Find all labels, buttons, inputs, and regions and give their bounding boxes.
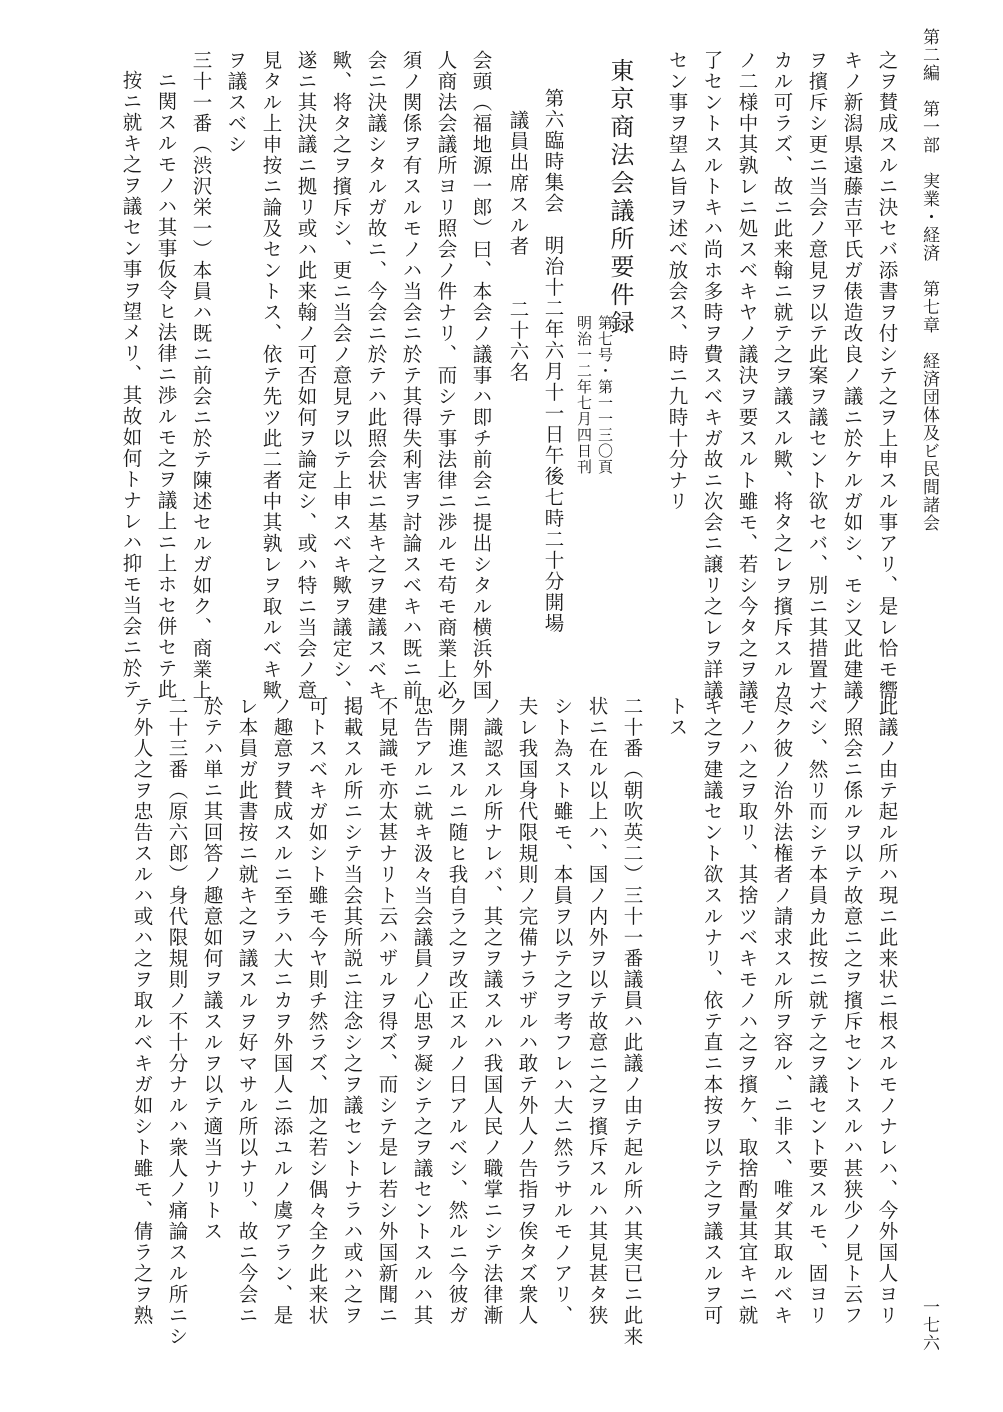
text-line: 掲載スル所ニシテ当会其所説ニ注念シ之ヲ議セントナラハ或ハ之ヲ <box>340 696 364 1326</box>
text-line: ノ識認スル所ナレバ、其之ヲ議スルハ我国人民ノ職掌ニシテ法律漸 <box>480 696 504 1326</box>
meeting-line: 第六臨時集会 明治十二年六月十一日午後七時二十分開場 <box>541 88 565 634</box>
source-note: 明治一二年七月四日刊 <box>575 315 593 475</box>
text-line: 見タル上申按ニ論及セントス、依テ先ツ此二者中其孰レヲ取ルベキ歟 <box>259 50 283 701</box>
attendance-line: 議員出席スル者 二十六名 <box>506 110 530 383</box>
text-line: ヲ擯斥シ更ニ当会ノ意見ヲ以テ此案ヲ議セント欲セバ、別ニ其措置ナ <box>805 50 829 701</box>
page-number: 一七六 <box>919 1298 939 1352</box>
running-header: 第二編 第一部 実業・経済 第七章 経済団体及ビ民間諸会 <box>919 28 939 532</box>
text-line: 了セントスルトキハ尚ホ多時ヲ費スベキガ故ニ次会ニ譲リ之レヲ詳議 <box>700 50 724 701</box>
text-line: 之ヲ賛成スルニ決セバ添書ヲ付シテ之ヲ上申スル事アリ、是レ恰モ嚮 <box>875 50 899 701</box>
text-line: 人商法会議所ヨリ照会ノ件ナリ、而シテ事法律ニ渉ルモ苟モ商業上必 <box>434 50 458 701</box>
text-line: トス <box>665 696 689 738</box>
text-line: 会ニ決議シタルガ故ニ、今会ニ於テハ此照会状ニ基キ之ヲ建議スベキ <box>364 50 388 701</box>
text-line: べシ、然リ而シテ本員カ此按ニ就テ之ヲ議セント要スルモ、固ヨリ <box>805 696 829 1326</box>
text-line: 可トスベキガ如シト雖モ今ヤ則チ然ラズ、加之若シ偶々全ク此来状 <box>305 696 329 1326</box>
text-line: 歟、将タ之ヲ擯斥シ、更ニ当会ノ意見ヲ以テ上申スベキ歟ヲ議定シ、 <box>329 50 353 701</box>
text-line: 忠告アルニ就キ汲々当会議員ノ心思ヲ凝シテ之ヲ議セントスルハ其 <box>410 696 434 1326</box>
text-line: ニ関スルモノハ其事仮令ヒ法律ニ渉ルモ之ヲ議上ニ上ホセ併セテ此 <box>154 70 178 700</box>
text-line: 遂ニ其決議ニ拠リ或ハ此来翰ノ可否如何ヲ論定シ、或ハ特ニ当会ノ意 <box>294 50 318 701</box>
text-line: 二十番（朝吹英二）三十一番議員ハ此議ノ由テ起ル所ハ其実已ニ此来 <box>620 696 644 1347</box>
document-title: 東京商法会議所要件録 <box>606 58 634 338</box>
text-line: キノ新潟県遠藤吉平氏ガ俵造改良ノ議ニ於ケルガ如シ、モシ又此建議 <box>840 50 864 701</box>
text-line: セン事ヲ望ム旨ヲ述べ放会ス、時ニ九時十分ナリ <box>665 50 689 512</box>
text-line: 須ノ関係ヲ有スルモノハ当会ニ於テ其得失利害ヲ討論スベキハ既ニ前 <box>399 50 423 701</box>
text-line: テ外人之ヲ忠告スルハ或ハ之ヲ取ルベキガ如シト雖モ、倩ラ之ヲ熟 <box>130 696 154 1326</box>
text-line: 尽ク彼ノ治外法権者ノ請求スル所ヲ容ル、ニ非ス、唯ダ其取ルベキ <box>770 696 794 1326</box>
text-line: 此議ノ由テ起ル所ハ現ニ此来状ニ根スルモノナレハ、今外国人ヨリ <box>875 696 899 1326</box>
text-line: キ之ヲ建議セント欲スルナリ、依テ直ニ本按ヲ以テ之ヲ議スルヲ可 <box>700 696 724 1326</box>
text-line: 三十一番（渋沢栄一）本員ハ既ニ前会ニ於テ陳述セルガ如ク、商業上 <box>189 50 213 701</box>
text-line: ノ趣意ヲ賛成スルニ至ラハ大ニカヲ外国人ニ添ユルノ虞アラン、是 <box>270 696 294 1326</box>
text-line: ヲ議スベシ <box>224 50 248 155</box>
text-line: レ本員ガ此書按ニ就キ之ヲ議スルヲ好マサル所以ナリ、故ニ今会ニ <box>235 696 259 1326</box>
text-line: 状ニ在ル以上ハ、国ノ内外ヲ以テ故意ニ之ヲ擯斥スルハ其見甚タ狭 <box>585 696 609 1326</box>
text-line: ク開進スルニ随ヒ我自ラ之ヲ改正スルノ日アルベシ、然ルニ今彼ガ <box>445 696 469 1326</box>
text-line: 於テハ単ニ其回答ノ趣意如何ヲ議スルヲ以テ適当ナリトス <box>200 696 224 1242</box>
text-line: ノ二様中其孰レニ処スベキヤノ議決ヲ要スルト雖モ、若シ今タ之ヲ議 <box>735 50 759 701</box>
text-line: 按ニ就キ之ヲ議セン事ヲ望メリ、其故如何トナレハ抑モ当会ニ於テ <box>119 70 143 700</box>
text-line: モノハ之ヲ取リ、其捨ツベキモノハ之ヲ擯ケ、取捨酌量其宜キニ就 <box>735 696 759 1326</box>
text-line: ノ照会ニ係ルヲ以テ故意ニ之ヲ擯斥セントスルハ甚狭少ノ見ト云フ <box>840 696 864 1326</box>
text-line: 不見識モ亦太甚ナリト云ハザルヲ得ズ、而シテ是レ若シ外国新聞ニ <box>375 696 399 1326</box>
text-line: シト為スト雖モ、本員ヲ以テ之ヲ考フレハ大ニ然ラサルモノアリ、 <box>550 696 574 1326</box>
text-line: 二十三番（原六郎）身代限規則ノ不十分ナルハ衆人ノ痛論スル所ニシ <box>165 696 189 1347</box>
text-line: 会頭（福地源一郎）曰、本会ノ議事ハ即チ前会ニ提出シタル横浜外国 <box>469 50 493 701</box>
text-line: 夫レ我国身代限規則ノ完備ナラザルハ敢テ外人ノ告指ヲ俟タズ衆人 <box>515 696 539 1326</box>
source-note: 第七号・第一一三〇頁 <box>596 315 614 475</box>
text-line: カル可ラズ、故ニ此来翰ニ就テ之ヲ議スル歟、将タ之レヲ擯斥スルカ <box>770 50 794 701</box>
